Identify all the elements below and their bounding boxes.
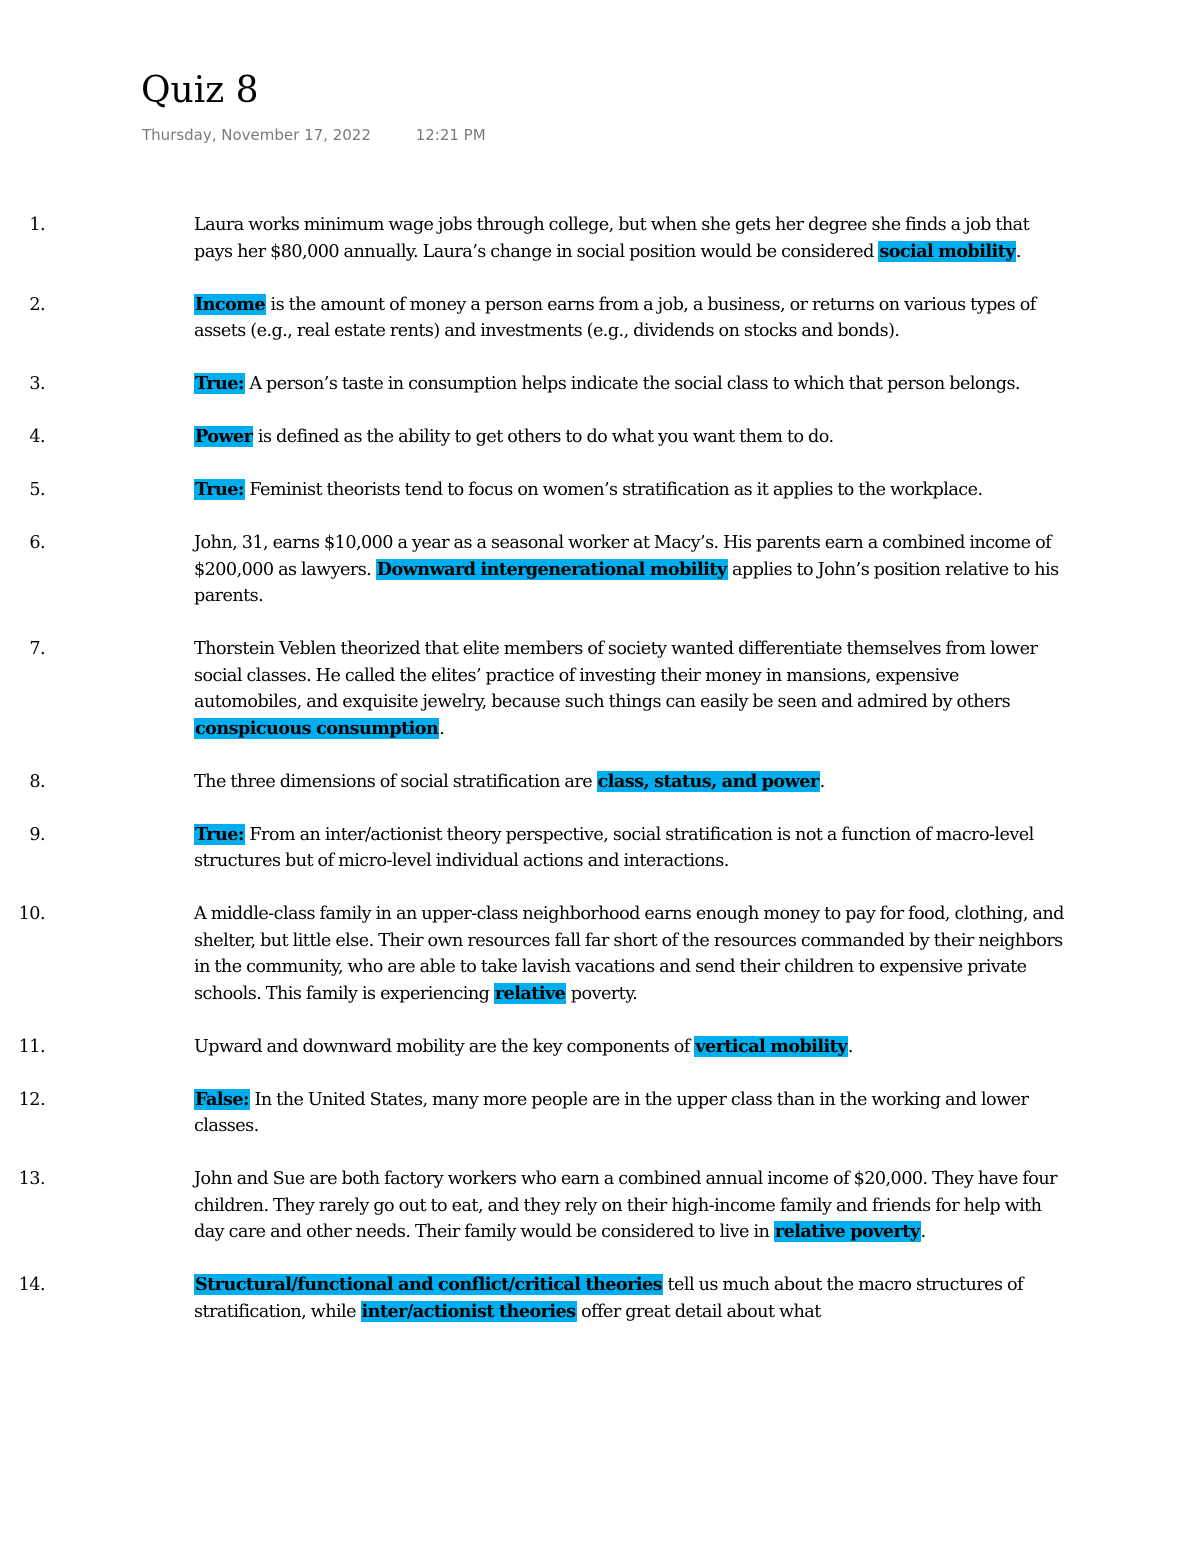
question-number: 2. [29, 294, 45, 315]
question-text: . [920, 1222, 926, 1242]
question-number: 13. [18, 1169, 45, 1189]
question-number: 5. [29, 480, 45, 500]
quiz-question [0, 901, 1064, 1007]
question-text: tell us much about the macro structures of stratification, while [194, 1275, 1023, 1322]
quiz-question [0, 477, 1064, 504]
highlighted-answer: True: [195, 373, 244, 394]
page-title: Quiz 8 [141, 70, 259, 111]
highlighted-answer: inter/actionist theories [361, 1300, 576, 1322]
quiz-question [0, 424, 1064, 451]
highlighted-answer: conspicuous consumption [195, 717, 439, 739]
quiz-question [0, 292, 1064, 345]
highlighted-answer: relative [494, 982, 566, 1004]
question-text: offer great detail about what [576, 1301, 821, 1322]
question-text: A person’s taste in consumption helps indicate the social class to which that person belongs. [244, 374, 1020, 394]
highlighted-answer: Downward intergenerational mobility [376, 558, 727, 580]
highlighted-answer: Income [195, 293, 265, 315]
question-text: John, 31, earns $10,000 a year as a seasonal worker at Macy’s. His parents earn a combined income of $200,000 as lawyers. [194, 533, 1052, 580]
question-text: Laura works minimum wage jobs through college, but when she gets her degree she finds a job that pays her $80,000 annually. Laura’s change in social position would be considered [194, 215, 1030, 262]
question-text: Thorstein Veblen theorized that elite members of society wanted differentiate themselves from lower social classes. He called the elites’ practice of investing their money in mansions, expensive automobiles, and exquisite jewelry, because such things can easily be seen and admired by others [194, 639, 1038, 712]
highlighted-answer: True: [195, 479, 244, 500]
quiz-question [0, 822, 1064, 875]
quiz-question-list [0, 212, 1200, 1352]
question-text: is defined as the ability to get others to do what you want them to do. [253, 427, 834, 447]
question-number: 9. [29, 824, 45, 845]
question-number: 7. [29, 639, 45, 659]
question-text: poverty. [566, 983, 638, 1004]
question-text: is the amount of money a person earns from a job, a business, or returns on various types of assets (e.g., real estate rents) and investments (e.g., dividends on stocks and bonds). [194, 294, 1036, 341]
question-text: Upward and downward mobility are the key components of [194, 1036, 695, 1057]
question-text: . [847, 1036, 853, 1057]
question-number: 1. [29, 215, 45, 235]
question-text: From an inter/actionist theory perspective, social stratification is not a function of macro-level structures but of micro-level individual actions and interactions. [194, 824, 1034, 871]
quiz-question [0, 1272, 1064, 1325]
quiz-question [0, 530, 1064, 610]
question-number: 6. [29, 533, 45, 553]
question-number: 4. [29, 427, 45, 447]
question-text: . [1015, 241, 1021, 262]
question-text: The three dimensions of social stratification are [194, 771, 597, 792]
quiz-question [0, 769, 1064, 796]
question-text: . [819, 771, 825, 792]
note-time: 12:21 PM [415, 126, 486, 144]
question-number: 8. [29, 771, 45, 792]
quiz-question [0, 212, 1064, 265]
question-number: 12. [18, 1089, 45, 1110]
question-text: John and Sue are both factory workers who earn a combined annual income of $20,000. They have four children. They rarely go out to eat, and they rely on their high-income family and friends for help with day care and other needs. Their family would be considered to live in [194, 1169, 1057, 1242]
question-text: In the United States, many more people are in the upper class than in the working and lower classes. [194, 1089, 1029, 1136]
quiz-question [0, 636, 1064, 742]
highlighted-answer: relative poverty [774, 1221, 920, 1242]
question-number: 3. [29, 374, 45, 394]
highlighted-answer: Power [195, 426, 253, 447]
quiz-question [0, 1166, 1064, 1246]
question-text: Feminist theorists tend to focus on women’s stratification as it applies to the workplace. [244, 480, 983, 500]
quiz-question [0, 1087, 1064, 1140]
highlighted-answer: vertical mobility [695, 1035, 847, 1057]
highlighted-answer: social mobility [879, 240, 1015, 262]
note-timestamp [142, 126, 486, 144]
question-number: 14. [18, 1275, 45, 1295]
note-date: Thursday, November 17, 2022 [142, 126, 371, 144]
highlighted-answer: False: [195, 1088, 249, 1110]
question-text: A middle-class family in an upper-class neighborhood earns enough money to pay for food, clothing, and shelter, but little else. Their own resources fall far short of the resources commanded by their neighbors in the community, who are able to take lavish vacations and send their children to expensive private schools. This family is experiencing [194, 904, 1064, 1004]
quiz-question [0, 371, 1064, 398]
quiz-question [0, 1034, 1064, 1061]
question-number: 11. [18, 1036, 45, 1057]
question-text: applies to John’s position relative to his parents. [194, 559, 1059, 606]
question-text: . [439, 718, 445, 739]
highlighted-answer: Structural/functional and conflict/critical theories [195, 1274, 662, 1295]
question-number: 10. [18, 904, 45, 924]
highlighted-answer: class, status, and power [597, 770, 819, 792]
highlighted-answer: True: [195, 823, 244, 845]
